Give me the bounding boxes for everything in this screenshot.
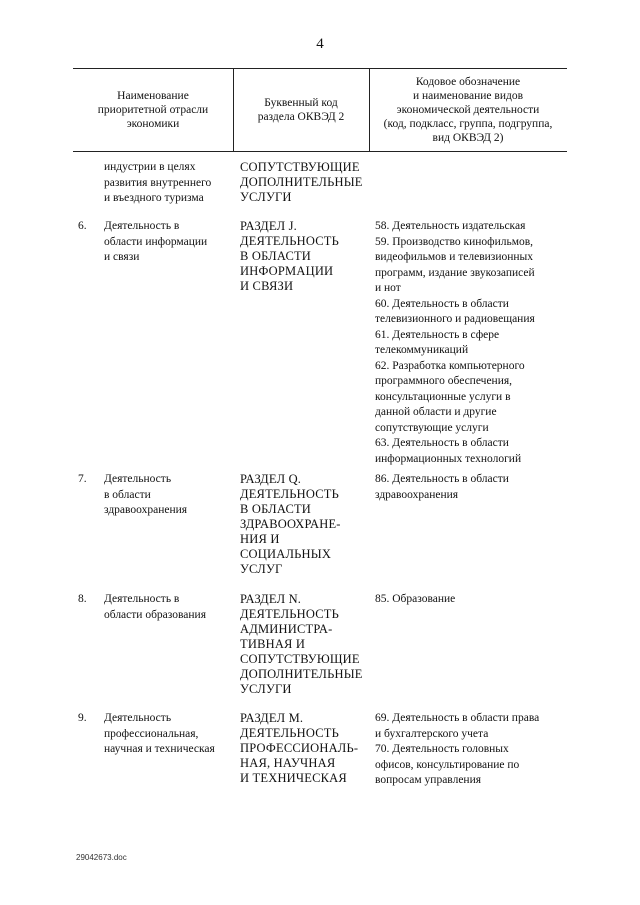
document-filename: 29042673.doc [76,853,127,862]
row-8-activities: 85. Образование [375,593,456,605]
row-9-section: РАЗДЕЛ М. ДЕЯТЕЛЬНОСТЬ ПРОФЕССИОНАЛЬ- НАЯ, НАУЧНАЯ И ТЕХНИЧЕСКАЯ [240,711,359,785]
row-7-name: Деятельность в области здравоохранения [104,473,188,516]
row-7-section: РАЗДЕЛ Q. ДЕЯТЕЛЬНОСТЬ В ОБЛАСТИ ЗДРАВООХРАНЕ- НИЯ И СОЦИАЛЬНЫХ УСЛУГ [240,472,341,576]
row-7-number: 7. [78,473,87,485]
header-industry-name: Наименование приоритетной отрасли экономики [97,89,209,130]
row-9-number: 9. [78,712,87,724]
row-8-section: РАЗДЕЛ N. ДЕЯТЕЛЬНОСТЬ АДМИНИСТРА- ТИВНАЯ И СОПУТСТВУЮЩИЕ ДОПОЛНИТЕЛЬНЫЕ УСЛУГИ [240,592,363,696]
page-number: 4 [316,36,324,52]
row-continuation-name: индустрии в целях развития внутреннего и въездного туризма [104,161,212,204]
row-continuation-section: СОПУТСТВУЮЩИЕ ДОПОЛНИТЕЛЬНЫЕ УСЛУГИ [240,160,363,204]
row-6-activities: 58. Деятельность издательская 59. Производство кинофильмов, видеофильмов и телевизионных программ, издание звукозаписей и нот 60. Деятельность в области телевизионного и радиовещания 61. Деятельность в сфере телекоммуникаций 62. Разработка компьютерного программного обеспечения, консультационные услуги в данной области и другие сопутствующие услуги 63. Деятельность в области информационных технологий [375,220,535,465]
row-9-activities: 69. Деятельность в области права и бухгалтерского учета 70. Деятельность головных офисов, консультирование по вопросам управления [375,712,540,786]
row-8-number: 8. [78,593,87,605]
row-6-section: РАЗДЕЛ J. ДЕЯТЕЛЬНОСТЬ В ОБЛАСТИ ИНФОРМАЦИИ И СВЯЗИ [240,219,340,293]
row-9-name: Деятельность профессиональная, научная и техническая [104,712,215,755]
table-header-rule [73,151,567,152]
row-7-activities: 86. Деятельность в области здравоохранения [375,473,509,501]
row-6-name: Деятельность в области информации и связи [104,220,208,263]
row-8-name: Деятельность в области образования [104,593,206,621]
header-activity-codes: Кодовое обозначение и наименование видов экономической деятельности (код, подкласс, группа, подгруппа, вид ОКВЭД 2) [383,75,553,144]
row-6-number: 6. [78,220,87,232]
header-okved-section-code: Буквенный код раздела ОКВЭД 2 [257,96,345,123]
